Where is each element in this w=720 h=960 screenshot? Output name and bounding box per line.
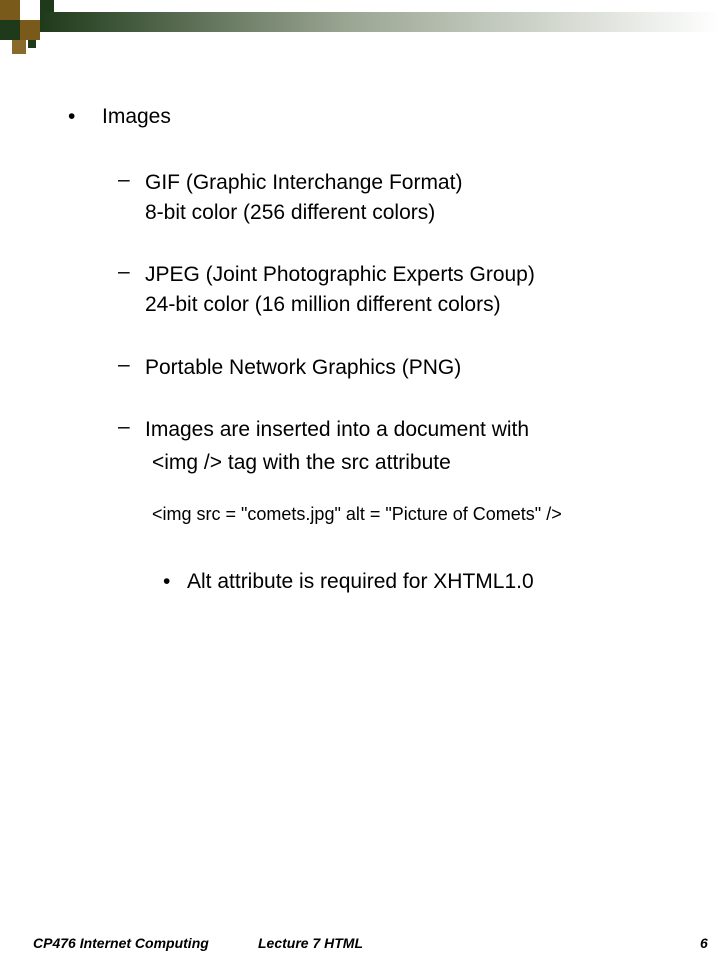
list-item-jpeg — [145, 260, 535, 320]
alt-note: Alt attribute is required for XHTML1.0 — [187, 570, 534, 593]
footer-lecture: Lecture 7 HTML — [258, 935, 364, 951]
item-line: GIF (Graphic Interchange Format) — [145, 171, 463, 194]
item-dash: – — [118, 260, 130, 283]
list-item-png — [145, 353, 461, 383]
page-number: 6 — [700, 935, 708, 951]
list-item-insert — [145, 415, 529, 445]
heading-bullet: • — [68, 105, 76, 128]
tag-description: <img /> tag with the src attribute — [152, 451, 451, 474]
item-dash: – — [118, 353, 130, 376]
item-line: 24-bit color (16 million different colors) — [145, 293, 501, 316]
list-item-gif — [145, 168, 462, 228]
item-line: Portable Network Graphics (PNG) — [145, 356, 462, 379]
item-line: Images are inserted into a document with — [145, 418, 530, 441]
footer-course: CP476 Internet Computing — [33, 935, 209, 951]
header-gradient-bar — [40, 12, 720, 32]
code-example: <img src = "comets.jpg" alt = "Picture of Comets" /> — [152, 504, 562, 524]
item-dash: – — [118, 415, 130, 438]
item-line: 8-bit color (256 different colors) — [145, 201, 436, 224]
item-dash: – — [118, 168, 130, 191]
slide-heading: Images — [102, 105, 171, 128]
item-line: JPEG (Joint Photographic Experts Group) — [145, 263, 535, 286]
sub-bullet: • — [163, 570, 171, 593]
